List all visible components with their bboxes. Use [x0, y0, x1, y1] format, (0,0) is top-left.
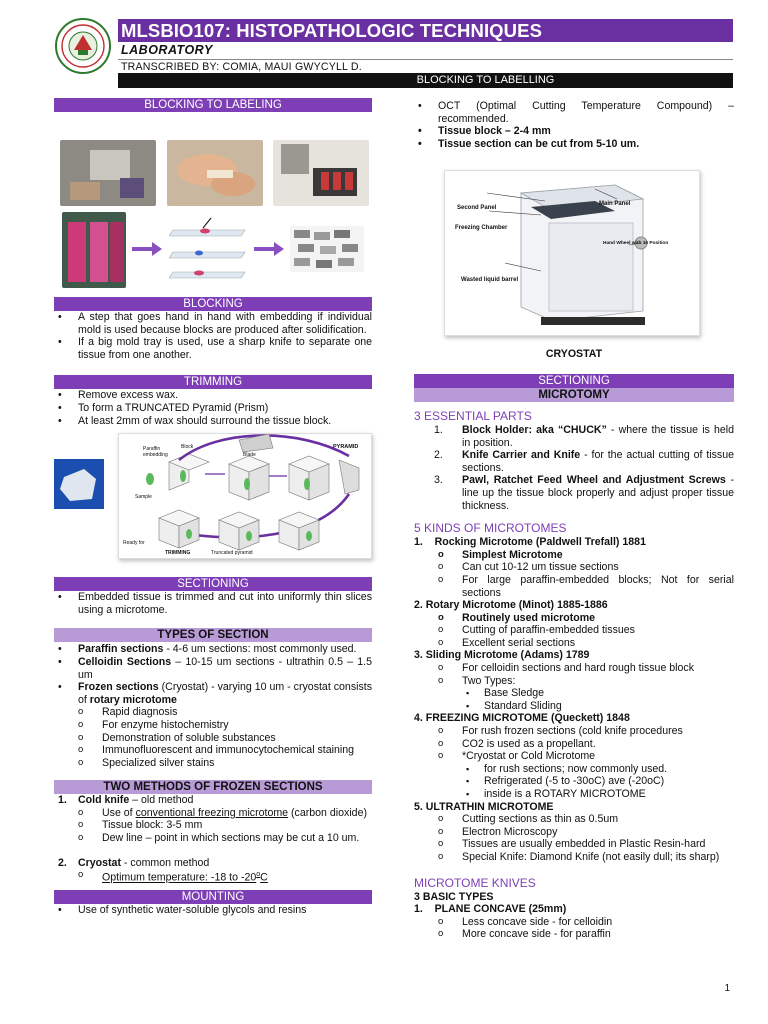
frozen-sublist [78, 706, 372, 769]
list-item: • If a big mold tray is used, use a sharp knife to separate one tissue from one another. [54, 336, 372, 361]
photo-labels [290, 226, 364, 272]
list-item: ▪ Base Sledge [462, 687, 734, 700]
cryostat-label-hand-wheel: Hand Wheel with 16 Position [603, 241, 669, 247]
list-item: o Simplest Microtome [438, 549, 734, 562]
kind-4-details [462, 763, 734, 801]
term: Pawl, Ratchet Feed Wheel and Adjustment Screws [462, 474, 726, 487]
text: Use of [102, 806, 136, 819]
desc-cryostat: - common method [120, 856, 210, 869]
cryostat-label-second-panel: Second Panel [457, 205, 497, 212]
fig-label-ready: Ready for [123, 540, 145, 547]
list-item: • OCT (Optimal Cutting Temperature Compound) – recommended. [414, 100, 734, 125]
fig-label-paraffin: Paraffin embedding [143, 446, 168, 459]
list-item: • Use of synthetic water-soluble glycols and resins [54, 904, 372, 917]
fig-label-pyramid: PYRAMID [333, 444, 359, 451]
list-item: o Specialized silver stains [78, 757, 372, 770]
list-item [78, 869, 372, 884]
term-paraffin: Paraffin sections [78, 643, 164, 656]
list-item: o For rush frozen sections (cold knife procedures [438, 725, 734, 738]
university-seal-logo [54, 17, 112, 75]
list-item: o Immunofluorescent and immunocytochemical staining [78, 744, 372, 757]
list-item [78, 807, 372, 820]
trimming-list [54, 389, 372, 427]
list-item: o Rapid diagnosis [78, 706, 372, 719]
blocking-list [54, 311, 372, 361]
section-heading-sectioning-right: SECTIONING [414, 374, 734, 388]
desc-celloidin: – 10-15 um sections - ultrathin 0.5 – 1.5 um [78, 655, 373, 681]
list-item: • At least 2mm of wax should surround the tissue block. [54, 415, 372, 428]
list-item [54, 857, 372, 885]
cryostat-caption: CRYOSTAT [545, 348, 603, 361]
two-methods-list [54, 794, 372, 884]
microtome-kind-5: 5. ULTRATHIN MICROTOME [414, 800, 554, 813]
desc: - for the actual cutting of tissue sections. [462, 449, 734, 474]
list-item: • Tissue section can be cut from 5-10 um. [414, 138, 734, 151]
slide-diagram [169, 216, 249, 282]
list-item: o Can cut 10-12 um tissue sections [438, 561, 734, 574]
section-heading-sectioning: SECTIONING [54, 577, 372, 591]
list-item: ▪ inside is a ROTARY MICROTOME [462, 788, 734, 801]
list-item: o Cutting sections as thin as 0.5um [438, 813, 734, 826]
text-underlined: conventional freezing microtome [135, 806, 289, 819]
desc-paraffin: - 4-6 um sections: most commonly used. [163, 643, 357, 656]
list-item [414, 474, 734, 512]
item-number: 1. [58, 794, 67, 807]
arrow-icon [132, 242, 162, 256]
term-celloidin: Celloidin Sections [78, 655, 172, 668]
list-item: o For large paraffin-embedded blocks; Not for serial sections [438, 574, 734, 599]
photo-cassettes [62, 212, 126, 288]
list-item: • Embedded tissue is trimmed and cut into uniformly thin slices using a microtome. [54, 591, 372, 616]
trimming-diagram [118, 433, 372, 559]
list-item: o Tissues are usually embedded in Plastic Resin-hard [438, 838, 734, 851]
list-item: • To form a TRUNCATED Pyramid (Prism) [54, 402, 372, 415]
cryostat-label-freezing: Freezing Chamber [455, 225, 508, 232]
item-number: 2. [58, 856, 67, 869]
header-divider [118, 59, 733, 60]
kind-1-sublist [438, 549, 734, 599]
list-item: o Electron Microscopy [438, 826, 734, 839]
list-item: o Routinely used microtome [438, 612, 734, 625]
section-heading-microtomy: MICROTOMY [414, 388, 734, 402]
right-column [414, 100, 734, 941]
three-parts-list [414, 424, 734, 512]
fig-label-sample: Sample [135, 494, 152, 501]
kind-3-types [462, 687, 734, 712]
section-heading-types-of-section: TYPES OF SECTION [54, 628, 372, 642]
knife-type-1-sublist [438, 916, 734, 941]
list-item [414, 449, 734, 474]
document-title: MLSBIO107: HISTOPATHOLOGIC TECHNIQUES [118, 19, 733, 42]
cryostat-label-wasted: Wasted liquid barrel [461, 277, 519, 284]
five-kinds-title: 5 KINDS OF MICROTOMES [414, 521, 567, 536]
microtome-kind-1: 1. Rocking Microtome (Paldwell Trefall) 1881 [414, 536, 646, 549]
cryostat-sublist [78, 869, 372, 884]
wax-block-photo [54, 459, 104, 509]
list-item: o More concave side - for paraffin [438, 928, 734, 941]
frozen-details-list [414, 100, 734, 150]
five-kinds-list [414, 536, 734, 863]
list-item: o For celloidin sections and hard rough tissue block [438, 662, 734, 675]
desc: - where the tissue is held in position. [462, 423, 734, 449]
list-item: • Remove excess wax. [54, 389, 372, 402]
list-item [438, 750, 734, 800]
term-rotary: rotary microtome [89, 693, 177, 706]
item-number: 3. [434, 474, 443, 487]
list-item: o Special Knife: Diamond Knife (not easily dull; its sharp) [438, 851, 734, 864]
term: Knife Carrier and Knife [462, 449, 581, 462]
list-item [54, 643, 372, 656]
transcriber-line: TRANSCRIBED BY: COMIA, MAUI GWYCYLL D. [121, 61, 362, 73]
list-item: • A step that goes hand in hand with embedding if individual mold is used because blocks are produced after solidification. [54, 311, 372, 336]
term-cryostat: Cryostat [78, 856, 121, 869]
list-item [54, 794, 372, 844]
term: Block Holder: aka “CHUCK” [462, 423, 607, 436]
three-parts-title: 3 ESSENTIAL PARTS [414, 408, 532, 423]
kind-4-sublist [438, 725, 734, 801]
item-number: 1. [434, 423, 443, 436]
list-item: • Tissue block – 2-4 mm [414, 125, 734, 138]
left-column [54, 98, 372, 917]
sectioning-list [54, 591, 372, 616]
arrow-icon [254, 242, 284, 256]
term-frozen: Frozen sections [78, 681, 159, 694]
text-underlined: Optimum temperature: -18 to -20 [102, 871, 257, 884]
section-heading-blocking: BLOCKING [54, 297, 372, 311]
list-item: o Excellent serial sections [438, 637, 734, 650]
kind-3-sublist [438, 662, 734, 712]
list-item [414, 424, 734, 449]
topic-bar: BLOCKING TO LABELLING [118, 73, 733, 88]
list-item: o Less concave side - for celloidin [438, 916, 734, 929]
text: (carbon dioxide) [288, 806, 367, 819]
microtome-knives-title: MICROTOME KNIVES [414, 875, 536, 890]
list-item: ▪ Refrigerated (-5 to -30oC) ave (-20oC) [462, 775, 734, 788]
photo-hands-blocking [167, 140, 263, 206]
process-photos [54, 116, 372, 288]
list-item: o Demonstration of soluble substances [78, 732, 372, 745]
fig-label-block: Block [181, 444, 194, 451]
kind-5-sublist [438, 813, 734, 863]
fig-label-truncated: Truncated pyramid [211, 550, 253, 557]
term-cold-knife: Cold knife [78, 794, 130, 807]
microtome-kind-4: 4. FREEZING MICROTOME (Queckett) 1848 [414, 712, 630, 725]
photo-mold-tray [60, 140, 156, 206]
list-item [438, 675, 734, 713]
desc-cold-knife: – old method [129, 794, 194, 807]
degree-sign: o [256, 871, 261, 879]
kind-2-sublist [438, 612, 734, 650]
section-heading-trimming: TRIMMING [54, 375, 372, 389]
mounting-list [54, 904, 372, 917]
cryostat-illustration [445, 171, 699, 335]
section-heading-blocking-to-labeling: BLOCKING TO LABELING [54, 98, 372, 112]
section-heading-two-methods: TWO METHODS OF FROZEN SECTIONS [54, 780, 372, 794]
list-item: o Tissue block: 3-5 mm [78, 819, 372, 832]
cryostat-figure [444, 170, 700, 336]
text: Two Types: [462, 674, 516, 687]
microtome-kind-3: 3. Sliding Microtome (Adams) 1789 [414, 649, 590, 662]
section-heading-mounting: MOUNTING [54, 890, 372, 904]
types-list [54, 643, 372, 769]
text: *Cryostat or Cold Microtome [462, 750, 596, 763]
list-item: o Dew line – point in which sections may be cut a 10 um. [78, 832, 372, 845]
page-number: 1 [724, 983, 730, 995]
fig-label-blade: Blade [243, 452, 256, 459]
knife-type-1: 1. PLANE CONCAVE (25mm) [414, 903, 567, 916]
list-item [54, 656, 372, 681]
list-item: o CO2 is used as a propellant. [438, 738, 734, 751]
list-item: o For enzyme histochemistry [78, 719, 372, 732]
microtome-kind-2: 2. Rotary Microtome (Minot) 1885-1886 [414, 599, 608, 612]
cold-knife-sublist [78, 807, 372, 845]
desc: - line up the tissue block properly and adjust proper tissue thickness. [462, 474, 734, 512]
list-item: o Cutting of paraffin-embedded tissues [438, 624, 734, 637]
trimming-figure-area [54, 433, 372, 573]
basic-types-label: 3 BASIC TYPES [414, 890, 494, 903]
text-underlined: C [260, 871, 268, 884]
list-item: ▪ Standard Sliding [462, 700, 734, 713]
item-number: 2. [434, 449, 443, 462]
list-item [54, 681, 372, 769]
fig-label-trimming: TRIMMING [165, 550, 191, 557]
list-item: ▪ for rush sections; now commonly used. [462, 763, 734, 776]
desc-frozen: (Cryostat) - varying 10 um - cryostat consists of [78, 681, 373, 706]
cryostat-label-main-panel: Main Panel [599, 201, 631, 208]
photo-microtome [273, 140, 369, 206]
document-subtitle: LABORATORY [121, 43, 213, 57]
